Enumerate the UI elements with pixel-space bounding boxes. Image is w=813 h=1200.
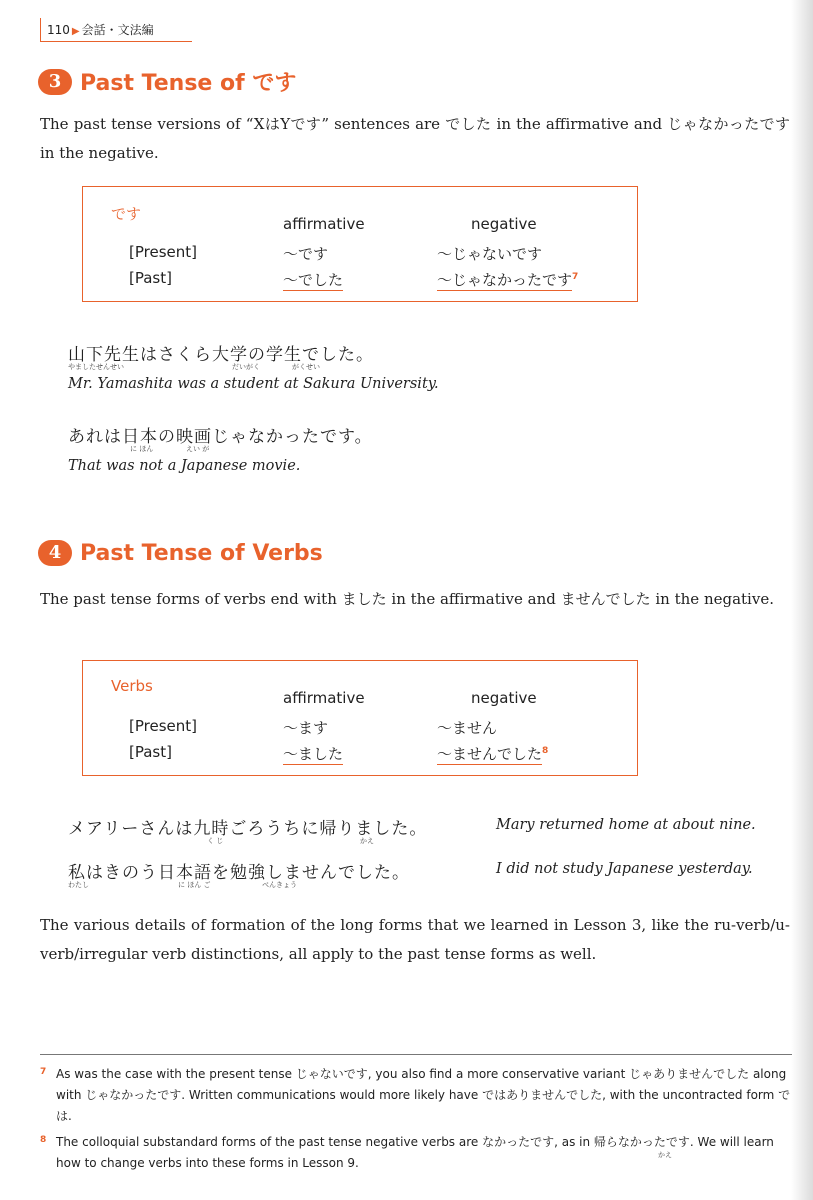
col-header-affirmative: affirmative — [283, 689, 365, 707]
furigana: やましたせんせい — [68, 363, 124, 371]
present-affirmative: 〜です — [283, 245, 329, 263]
table-label: Verbs — [111, 677, 153, 695]
furigana: えい が — [186, 445, 210, 453]
furigana: べんきょう — [262, 881, 297, 889]
section-4-title — [38, 540, 323, 566]
row-label-present: [Present] — [129, 243, 197, 261]
table-label: です — [111, 205, 142, 223]
section-4-closing-paragraph: The various details of formation of the long forms that we learned in Lesson 3, like the ru-verb/u-verb/irregular verb distinctions, all apply to the past tense forms as well. — [40, 916, 790, 963]
footnote-number: 8 — [40, 1135, 47, 1145]
footnote-8 — [40, 1132, 795, 1174]
past-negative: 〜ませんでした — [437, 745, 543, 763]
past-affirmative: 〜ました — [283, 745, 344, 763]
section-title-text: Past Tense of Verbs — [80, 540, 323, 566]
footnote-marker: 8 — [542, 746, 549, 756]
col-header-negative: negative — [471, 689, 537, 707]
section-title-text: Past Tense of です — [80, 71, 297, 96]
running-header — [40, 18, 192, 42]
row-label-past: [Past] — [129, 743, 172, 761]
section-number-badge: 4 — [38, 540, 72, 566]
footnote-7 — [40, 1064, 795, 1127]
example-sentence-jp: あれは日本の映画じゃなかったです。 — [68, 427, 373, 447]
footnote-number: 7 — [40, 1067, 47, 1077]
footnote-marker: 7 — [572, 272, 579, 282]
page-number: 110 — [47, 23, 70, 37]
example-translation: That was not a Japanese movie. — [68, 458, 301, 474]
arrow-icon: ▶ — [71, 26, 80, 37]
past-negative: 〜じゃなかったです — [437, 271, 573, 289]
example-sentence-jp: メアリーさんは九時ごろうちに帰りました。 — [68, 819, 428, 839]
furigana: わたし — [68, 881, 89, 889]
furigana: がくせい — [292, 363, 320, 371]
present-negative: 〜ません — [437, 719, 498, 737]
page-edge-shadow — [791, 0, 813, 1200]
col-header-negative: negative — [471, 215, 537, 233]
section-4-paragraph: The past tense forms of verbs end with ました in the affirmative and ませんでした in the negative. — [40, 590, 774, 608]
furigana: に ほん ご — [178, 881, 211, 889]
past-affirmative: 〜でした — [283, 271, 344, 289]
row-label-present: [Present] — [129, 717, 197, 735]
present-affirmative: 〜ます — [283, 719, 329, 737]
section-3-paragraph: The past tense versions of “XはYです” sentences are でした in the affirmative and じゃなかったです in the negative. — [40, 115, 790, 162]
col-header-affirmative: affirmative — [283, 215, 365, 233]
header-section: 会話・文法編 — [81, 23, 154, 37]
row-label-past: [Past] — [129, 269, 172, 287]
present-negative: 〜じゃないです — [437, 245, 543, 263]
example-sentence-jp: 山下先生はさくら大学の学生でした。 — [68, 345, 374, 365]
furigana: かえ — [658, 1151, 672, 1159]
furigana: に ほん — [130, 445, 154, 453]
footnote-text: The colloquial substandard forms of the past tense negative verbs are なかったです, as in 帰らなかったです. We will learn how to change verbs into these forms in Lesson 9. — [56, 1135, 774, 1170]
section-number-badge: 3 — [38, 69, 72, 95]
desu-conjugation-table — [82, 186, 638, 302]
section-3-title — [38, 66, 296, 97]
example-translation: Mary returned home at about nine. — [496, 817, 756, 833]
furigana: だいがく — [232, 363, 260, 371]
footnote-text: As was the case with the present tense じゃないです, you also find a more conservative variant じゃありませんでした along with じゃなかったです. Written communications would more likely have ではありませんでした, with the uncontracted form では. — [56, 1067, 791, 1123]
example-translation: I did not study Japanese yesterday. — [496, 861, 753, 877]
furigana: く じ — [207, 837, 224, 845]
footnote-divider — [40, 1054, 792, 1055]
example-sentence-jp: 私はきのう日本語を勉強しませんでした。 — [68, 863, 410, 883]
verb-conjugation-table — [82, 660, 638, 776]
example-translation: Mr. Yamashita was a student at Sakura University. — [68, 376, 439, 392]
furigana: かえ — [360, 837, 374, 845]
